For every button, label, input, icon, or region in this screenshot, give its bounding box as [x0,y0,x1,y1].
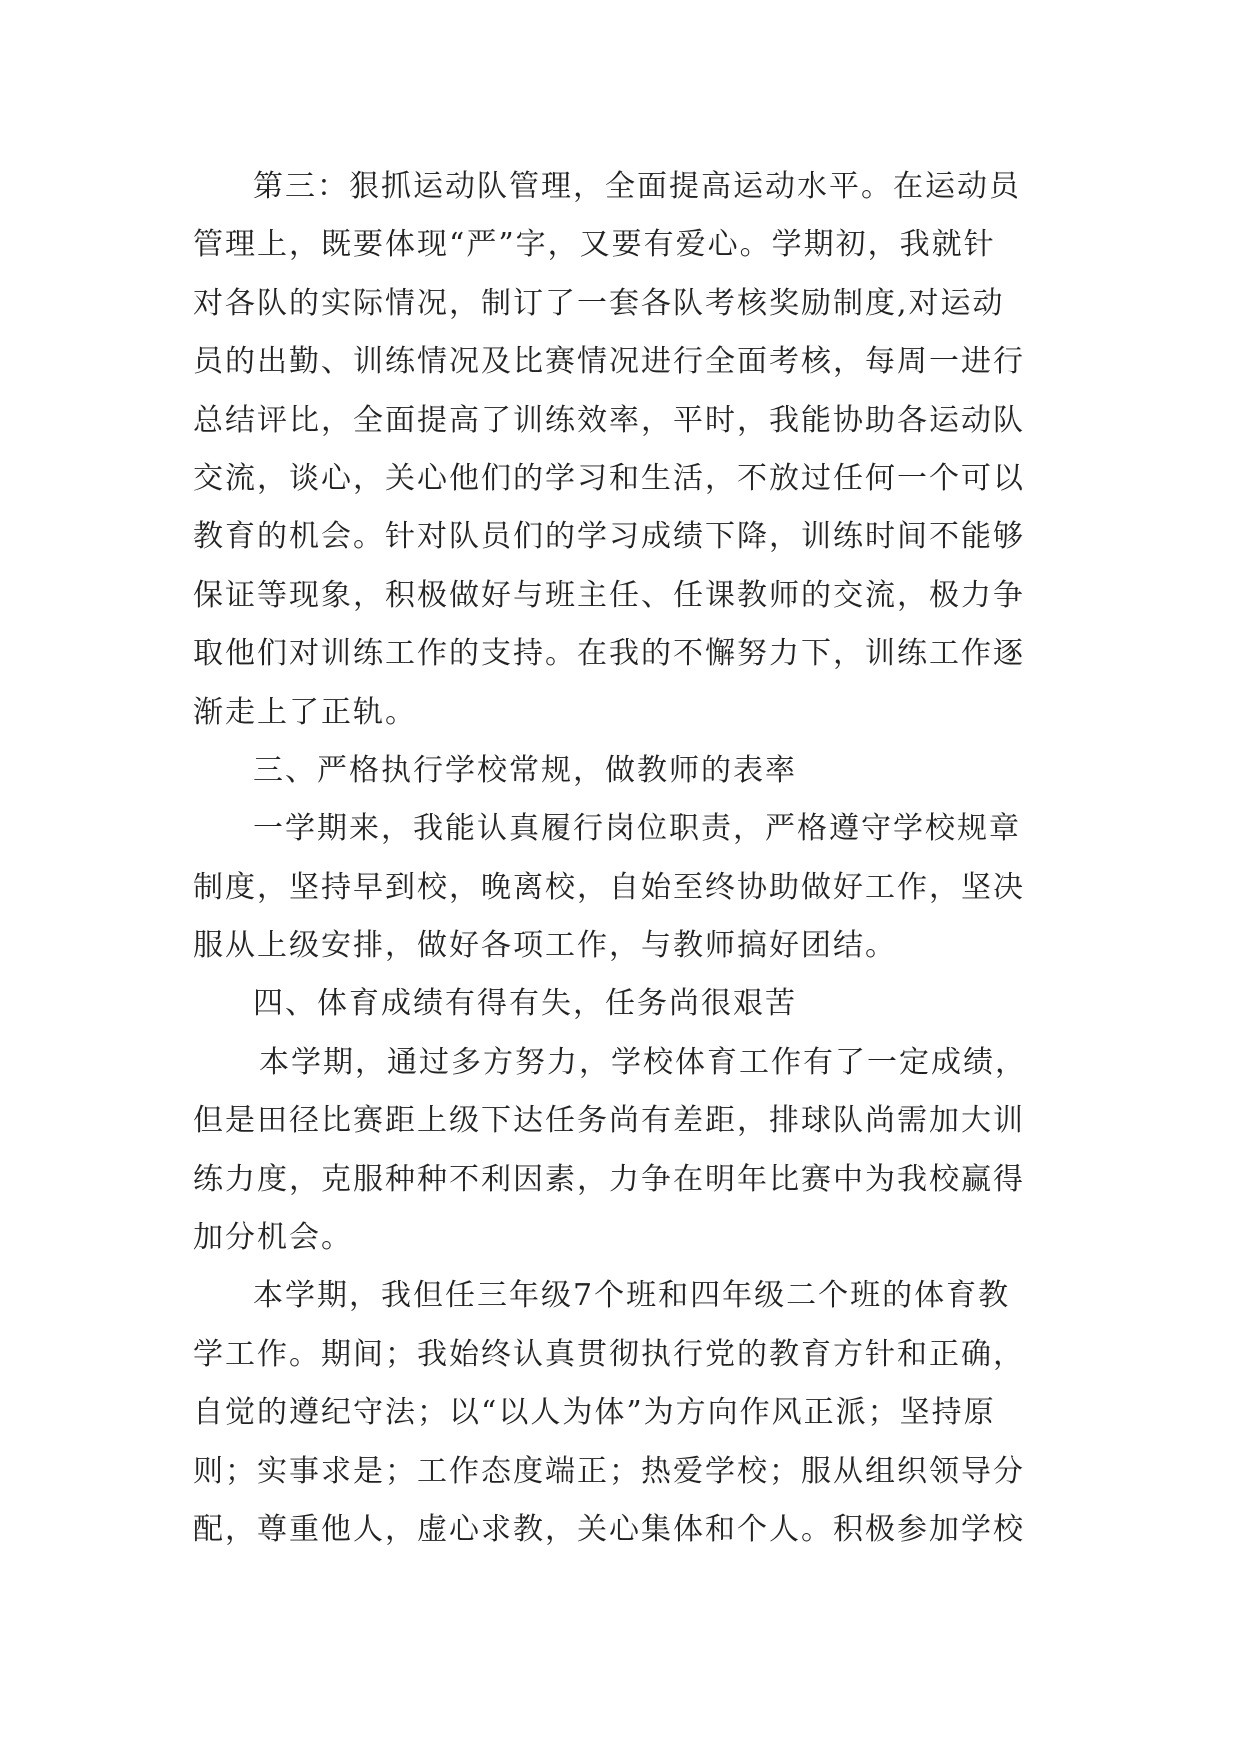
text-line: 第三：狠抓运动队管理，全面提高运动水平。在运动员 [253,169,1021,204]
document-body [193,158,1063,1559]
text-line: 学工作。期间；我始终认真贯彻执行党的教育方针和正确， [193,1336,1025,1372]
text-line: 制度，坚持早到校，晚离校，自始至终协助做好工作，坚决 [193,869,1025,905]
text-line: 但是田径比赛距上级下达任务尚有差距，排球队尚需加大训 [193,1103,1025,1139]
text-line: 本学期，我但任三年级7个班和四年级二个班的体育教 [253,1278,1011,1314]
section-heading: 四、体育成绩有得有失，任务尚很艰苦 [253,986,797,1022]
text-line: 服从上级安排，做好各项工作，与教师搞好团结。 [193,928,897,964]
text-line: 加分机会。 [193,1220,353,1256]
text-line: 本学期，通过多方努力，学校体育工作有了一定成绩， [259,1044,1027,1080]
text-line: 配，尊重他人，虚心求教，关心集体和个人。积极参加学校 [193,1511,1025,1547]
text-line: 练力度，克服种种不利因素，力争在明年比赛中为我校赢得 [193,1161,1025,1197]
text-line: 保证等现象，积极做好与班主任、任课教师的交流，极力争 [193,577,1025,613]
text-line: 总结评比，全面提高了训练效率，平时，我能协助各运动队 [193,402,1025,438]
text-line: 自觉的遵纪守法；以“以人为体”为方向作风正派；坚持原 [193,1395,996,1431]
text-line: 管理上，既要体现“严”字，又要有爱心。学期初，我就针 [193,227,996,263]
text-line: 交流，谈心，关心他们的学习和生活，不放过任何一个可以 [193,460,1025,496]
text-line: 一学期来，我能认真履行岗位职责，严格遵守学校规章 [253,811,1021,847]
text-line: 渐走上了正轨。 [193,694,417,730]
text-line: 员的出勤、训练情况及比赛情况进行全面考核，每周一进行 [193,344,1025,380]
section-heading: 三、严格执行学校常规，做教师的表率 [253,752,797,788]
text-line: 取他们对训练工作的支持。在我的不懈努力下，训练工作逐 [193,636,1025,672]
text-line: 则；实事求是；工作态度端正；热爱学校；服从组织领导分 [193,1453,1025,1489]
text-line: 教育的机会。针对队员们的学习成绩下降，训练时间不能够 [193,519,1025,555]
text-line: 对各队的实际情况，制订了一套各队考核奖励制度,对运动 [193,285,1005,321]
